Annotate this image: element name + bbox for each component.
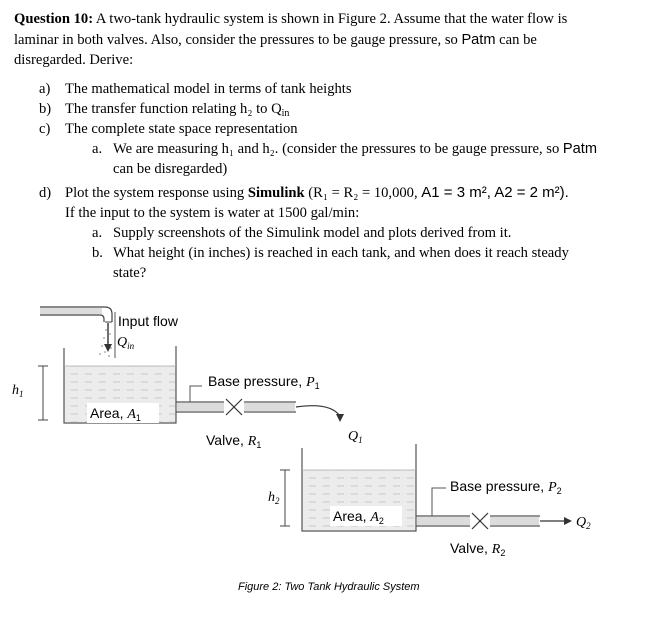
item-a-text: The mathematical model in terms of tank heights (65, 81, 352, 97)
valve-1-icon (224, 397, 244, 417)
q1-sub: 1 (358, 435, 363, 445)
base-pressure-2-label (450, 478, 562, 496)
r1-symbol: R (247, 434, 257, 449)
question-intro-3: disregarded. Derive: (14, 52, 134, 68)
h2-sub: 2 (275, 496, 280, 506)
item-d-marker: d) (39, 185, 52, 201)
question-line-1 (14, 9, 567, 29)
patm-symbol: Patm (461, 32, 496, 48)
valve-1-text: Valve, (206, 432, 248, 448)
water-drops (99, 329, 112, 357)
qin-sub: in (127, 341, 135, 351)
qin-symbol: Q (117, 335, 128, 350)
item-c-text: The complete state space representation (65, 121, 298, 137)
item-c-a-text-2: can be disregarded) (113, 161, 228, 177)
area-2-label (333, 508, 384, 526)
question-line-2 (14, 30, 537, 50)
item-c-a-text: We are measuring h₁ and h₂. (consider the pressures to be gauge pressure, so (113, 141, 563, 157)
question-label: Question 10: (14, 11, 94, 27)
h2-dimension (280, 470, 290, 526)
figure-caption: Figure 2: Two Tank Hydraulic System (238, 581, 420, 593)
h1-sub: 1 (19, 389, 24, 399)
item-c-a-marker: a. (92, 141, 103, 157)
q2-sub: 2 (586, 521, 591, 531)
q1-arrow (296, 406, 340, 416)
h2-label (268, 490, 280, 506)
item-d-a-marker: a. (92, 225, 103, 241)
item-b-marker: b) (39, 101, 52, 117)
question-intro-2: laminar in both valves. Also, consider the pressures to be gauge pressure, so (14, 32, 462, 48)
h1-dimension (38, 366, 48, 420)
item-c-a-patm: Patm (562, 141, 597, 157)
q1-label (348, 429, 363, 445)
q2-symbol: Q (576, 515, 587, 530)
item-b-sub: in (281, 108, 290, 119)
area-1-label (90, 405, 141, 423)
question-intro-1: A two-tank hydraulic system is shown in Figure 2. Assume that the water flow is (93, 11, 568, 27)
q2-label (576, 515, 591, 531)
a2-symbol: A (370, 510, 379, 525)
q1-arrowhead (336, 414, 344, 422)
inflow-pipe (40, 307, 112, 357)
item-d-line-1 (65, 183, 569, 203)
r2-sub: 2 (500, 548, 506, 558)
valve-1-label (206, 432, 261, 450)
h1-label (12, 383, 24, 399)
p2-symbol: P (548, 480, 557, 495)
base-pressure-2-text: Base pressure, (450, 478, 549, 494)
p1-sub: 1 (314, 381, 320, 391)
item-d-text-2: If the input to the system is water at 1500 gal/min: (65, 205, 360, 221)
area-2-text: Area, (333, 508, 371, 524)
item-d-areas: A1 = 3 m², A2 = 2 m²). (421, 184, 569, 201)
a2-sub: 2 (378, 516, 384, 526)
q1-symbol: Q (348, 429, 359, 444)
input-flow-label: Input flow (118, 313, 178, 329)
r1-sub: 1 (256, 440, 262, 450)
h2-symbol: h (268, 490, 275, 505)
item-d-simulink: Simulink (247, 185, 305, 201)
p1-symbol: P (306, 375, 315, 390)
base-pressure-1-label (208, 373, 320, 391)
qin-label (117, 335, 135, 351)
r2-symbol: R (491, 542, 501, 557)
item-b-text: The transfer function relating h₂ to Q (65, 101, 282, 117)
item-a-marker: a) (39, 81, 51, 97)
question-line-3 (14, 50, 133, 70)
p2-sub: 2 (556, 486, 562, 496)
item-b-line (65, 99, 289, 119)
question-intro-2-end: can be (495, 32, 537, 48)
item-d-text-1: Plot the system response using (65, 185, 248, 201)
item-d-a-text: Supply screenshots of the Simulink model and plots derived from it. (113, 225, 512, 241)
q2-arrowhead (564, 517, 572, 525)
item-c-marker: c) (39, 121, 51, 137)
item-d-b-marker: b. (92, 245, 103, 261)
valve-2-icon (470, 511, 490, 531)
item-c-a-line (113, 139, 597, 159)
valve-2-label (450, 540, 505, 558)
a1-sub: 1 (135, 413, 141, 423)
a1-symbol: A (127, 407, 136, 422)
base-pressure-1-text: Base pressure, (208, 373, 307, 389)
item-d-b-text-2: state? (113, 265, 147, 281)
two-tank-figure (0, 290, 662, 600)
item-d-params: (R₁ = R₂ = 10,000, (304, 185, 422, 201)
h1-symbol: h (12, 383, 19, 398)
item-d-b-text: What height (in inches) is reached in each tank, and when does it reach steady (113, 245, 569, 261)
valve-2-text: Valve, (450, 540, 492, 556)
area-1-text: Area, (90, 405, 128, 421)
